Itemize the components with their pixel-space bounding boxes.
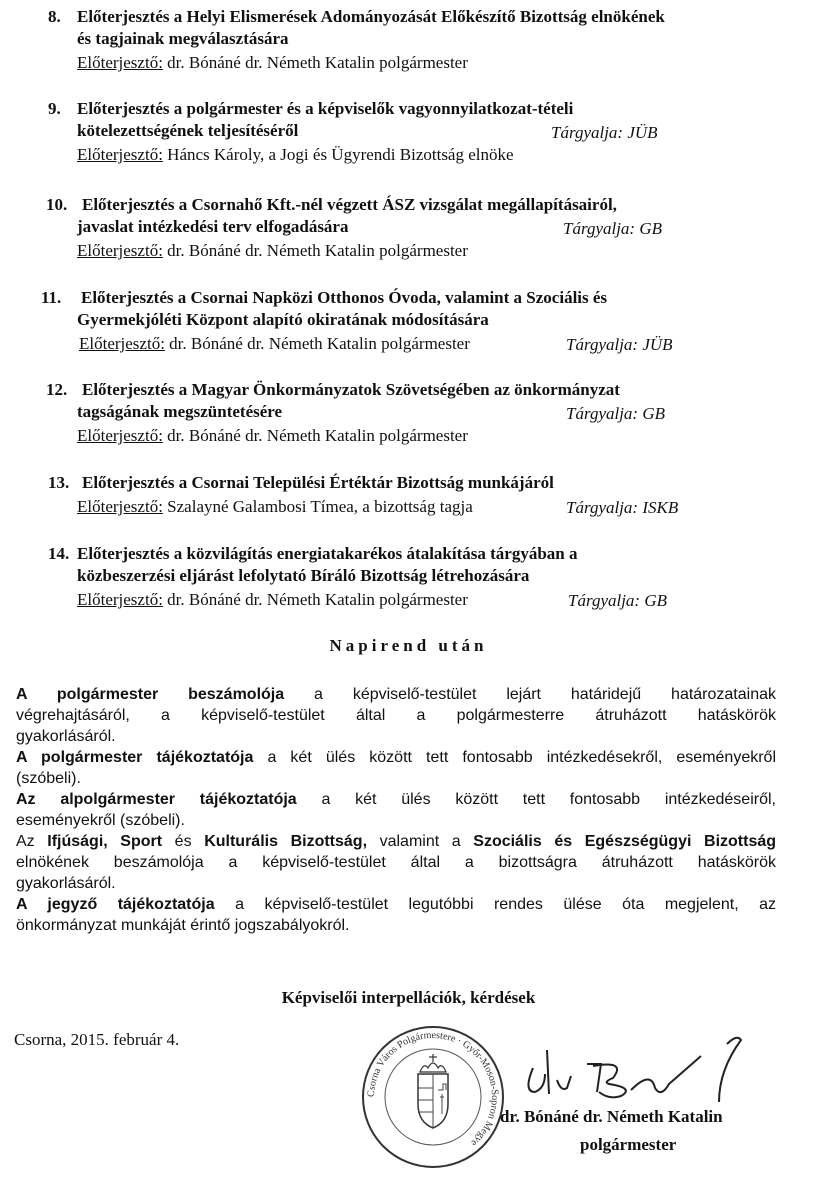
document-date: Csorna, 2015. február 4. [14,1030,180,1049]
svg-text:Csorna Város Polgármestere · G: Csorna Város Polgármestere · Győr-Moson-Sopron Megye [365,1029,501,1149]
committee-report-line3: gyakorlásáról. [16,875,116,892]
presenter-label: Előterjesztő: [77,145,163,164]
item-number: 9. [48,99,61,118]
presenter [77,52,468,74]
item-number: 13. [48,473,70,492]
presenter-committee-tag: Tárgyalja: JÜB [566,335,673,354]
item-number: 10. [46,195,68,214]
item-title-line2: Gyermekjóléti Központ alapító okiratának módosítására [77,310,489,329]
item-title-line2: és tagjainak megválasztására [77,29,289,48]
presenter-name: dr. Bónáné dr. Németh Katalin polgármester [167,53,468,72]
item-title-line2: javaslat intézkedési terv elfogadására [77,217,349,236]
presenter [77,144,514,166]
committee-name: Szociális és Egészségügyi Bizottság [473,833,777,850]
item-title-line2: tagságának megszüntetésére [77,402,283,421]
deputy-info-line2: eseményekről (szóbeli). [16,812,185,829]
signature-icon [505,1030,775,1110]
presenter-name: Szalayné Galambosi Tímea, a bizottság tagja [167,497,473,516]
presenter-label: Előterjesztő: [77,590,163,609]
item-committee-tag: Tárgyalja: GB [566,404,666,423]
presenter-name: dr. Bónáné dr. Németh Katalin polgármester [167,426,468,445]
presenter [77,496,473,518]
item-title-line1: Előterjesztés a polgármester és a képviselők vagyonnyilatkozat-tételi [77,99,574,118]
item-committee-tag: Tárgyalja: JÜB [551,123,658,142]
mayor-report-bold: A polgármester beszámolója [16,686,285,703]
after-agenda-body [16,684,776,936]
after-agenda-title: Napirend után [329,636,488,655]
presenter [77,589,468,611]
official-seal-icon [358,1022,508,1172]
committee-report-line1 [16,831,776,852]
item-title-line1: Előterjesztés a Csornai Napközi Otthonos Óvoda, valamint a Szociális és [81,288,608,307]
mayor-report-line1 [16,684,776,705]
signer-role: polgármester [580,1135,677,1154]
presenter-name: dr. Bónáné dr. Németh Katalin polgármester [167,590,468,609]
mayor-info-line2: (szóbeli). [16,770,81,787]
presenter-label: Előterjesztő: [77,497,163,516]
item-number: 8. [48,7,61,26]
committee-name: Kulturális Bizottság, [204,833,368,850]
item-number: 14. [48,544,70,563]
questions-heading: Képviselői interpellációk, kérdések [281,988,536,1007]
mayor-info-line1 [16,747,776,768]
item-committee-tag: Tárgyalja: GB [563,219,663,238]
notary-info-line1 [16,894,776,915]
text: Az [16,833,48,850]
signer-block [500,1103,800,1159]
notary-info-text: a képviselő-testület legutóbbi rendes ülése óta megjelent, az [214,896,777,913]
item-title-line2: közbeszerzési eljárást lefolytató Bíráló Bizottság létrehozására [77,566,530,585]
notary-info-bold: A jegyző tájékoztatója [16,896,215,913]
presenter-name: Háncs Károly, a Jogi és Ügyrendi Bizottság elnöke [167,145,514,164]
committee-report-line2: elnökének beszámolója a képviselő-testület által a bizottságra átruházott hatáskörök [16,854,776,871]
deputy-info-bold: Az alpolgármester tájékoztatója [16,791,297,808]
presenter-label: Előterjesztő: [79,334,165,353]
presenter [77,240,468,262]
deputy-info-text: a két ülés között tett fontosabb intézkedéseiről, [296,791,776,808]
mayor-info-bold: A polgármester tájékoztatója [16,749,254,766]
presenter-label: Előterjesztő: [77,241,163,260]
mayor-report-line2: végrehajtásáról, a képviselő-testület által a polgármesterre átruházott hatáskörök [16,707,776,724]
presenter [79,333,470,355]
presenter-committee-tag: Tárgyalja: ISKB [566,498,679,517]
presenter [77,425,468,447]
text: és [162,833,205,850]
item-title-line1: Előterjesztés a Magyar Önkormányzatok Szövetségében az önkormányzat [82,380,620,399]
item-title-line1: Előterjesztés a Csornai Települési Értéktár Bizottság munkájáról [82,473,554,492]
deputy-info-line1 [16,789,776,810]
presenter-name: dr. Bónáné dr. Németh Katalin polgármester [169,334,470,353]
item-title-line1: Előterjesztés a Helyi Elismerések Adományozását Előkészítő Bizottság elnökének [77,7,665,26]
presenter-name: dr. Bónáné dr. Németh Katalin polgármester [167,241,468,260]
notary-info-line2: önkormányzat munkáját érintő jogszabályokról. [16,917,350,934]
mayor-info-text: a két ülés között tett fontosabb intézkedésekről, eseményekről [253,749,776,766]
item-title-line2: kötelezettségének teljesítéséről [77,121,299,140]
item-title-line1: Előterjesztés a közvilágítás energiatakarékos átalakítása tárgyában a [77,544,578,563]
item-title-line1: Előterjesztés a Csornahő Kft.-nél végzett ÁSZ vizsgálat megállapításairól, [82,195,617,214]
committee-name: Ifjúsági, Sport [47,833,163,850]
mayor-report-text: a képviselő-testület lejárt határidejű határozatainak [284,686,777,703]
presenter-label: Előterjesztő: [77,426,163,445]
presenter-committee-tag: Tárgyalja: GB [568,591,668,610]
item-number: 12. [46,380,68,399]
mayor-report-line3: gyakorlásáról. [16,728,116,745]
text: valamint a [367,833,474,850]
presenter-label: Előterjesztő: [77,53,163,72]
item-number: 11. [41,288,62,307]
signer-name: dr. Bónáné dr. Németh Katalin [500,1107,723,1126]
